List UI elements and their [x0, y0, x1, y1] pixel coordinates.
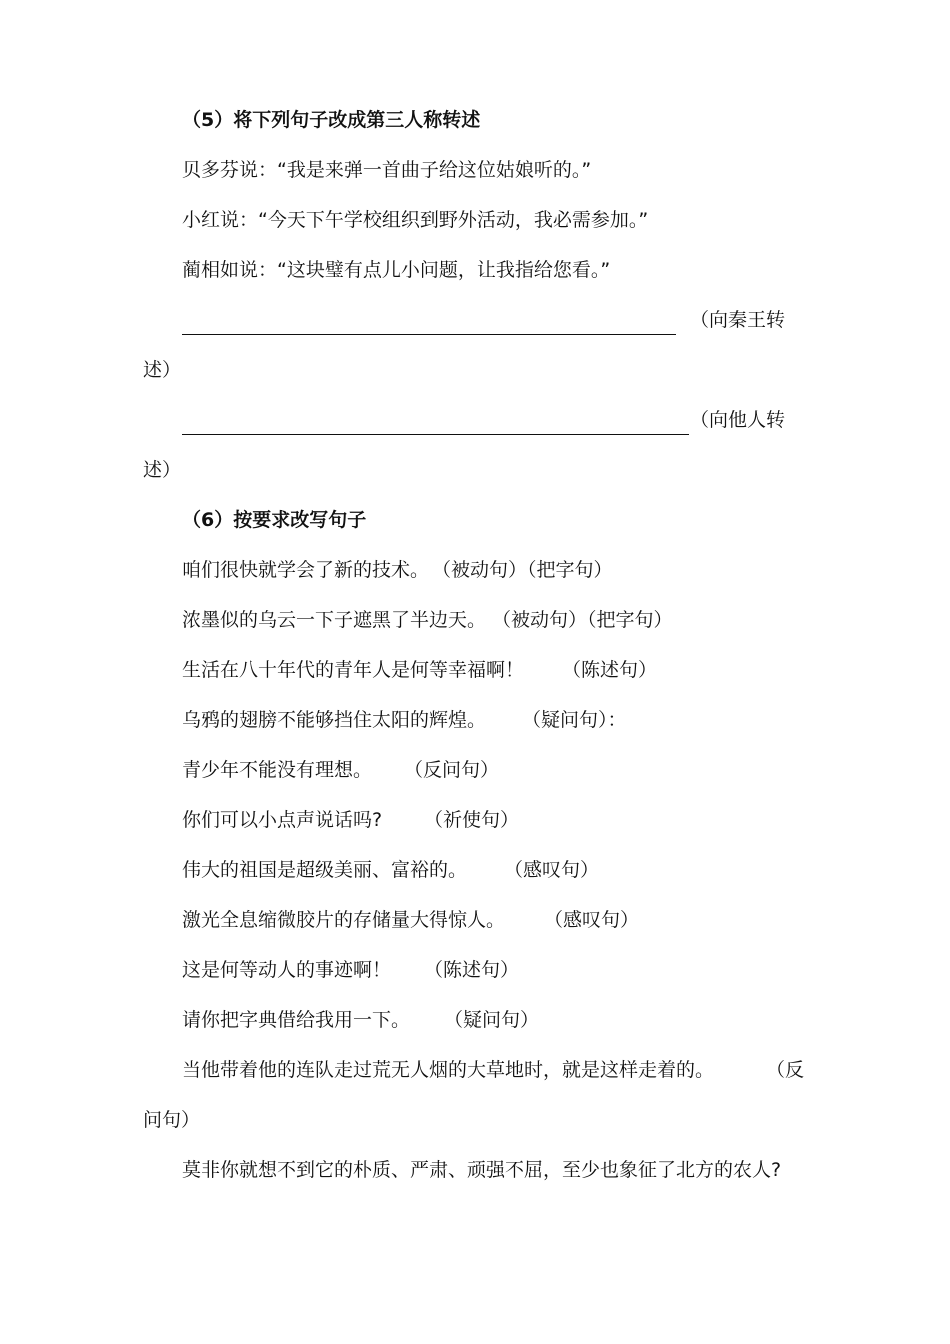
exercise-item	[0, 653, 950, 687]
sentence-text: 小红说：“今天下午学校组织到野外活动，我必需参加。”	[182, 209, 649, 231]
exercise-item	[0, 853, 950, 887]
answer-note-continued	[0, 453, 950, 487]
answer-note-continued	[0, 353, 950, 387]
exercise-text: 当他带着他的连队走过荒无人烟的大草地时，就是这样走着的。	[182, 1059, 715, 1081]
section-6-heading	[0, 503, 950, 537]
exercise-text: 浓墨似的乌云一下子遮黑了半边天。	[182, 609, 487, 631]
exercise-item	[0, 1003, 950, 1037]
sentence-item	[0, 153, 950, 187]
answer-note-text: （向他人转	[690, 409, 786, 431]
exercise-text: 生活在八十年代的青年人是何等幸福啊！	[182, 659, 525, 681]
exercise-item	[0, 553, 950, 587]
exercise-text: 莫非你就想不到它的朴质、严肃、顽强不屈，至少也象征了北方的农人?	[182, 1159, 782, 1181]
answer-note-text: （向秦王转	[690, 309, 786, 331]
exercise-requirement: （陈述句）	[562, 659, 658, 681]
exercise-text: 请你把字典借给我用一下。	[182, 1009, 411, 1031]
exercise-item	[0, 803, 950, 837]
exercise-item	[0, 753, 950, 787]
answer-note-text: 述）	[143, 359, 182, 381]
exercise-text: 伟大的祖国是超级美丽、富裕的。	[182, 859, 468, 881]
exercise-text: 你们可以小点声说话吗?	[182, 809, 383, 831]
exercise-requirement: （反	[766, 1059, 805, 1081]
answer-note	[0, 303, 950, 337]
exercise-requirement: （疑问句）：	[522, 709, 627, 731]
sentence-item	[0, 203, 950, 237]
exercise-requirement: （被动句）（把字句）	[492, 609, 673, 631]
exercise-text: 激光全息缩微胶片的存储量大得惊人。	[182, 909, 506, 931]
exercise-text: 这是何等动人的事迹啊！	[182, 959, 392, 981]
sentence-text: 蔺相如说：“这块璧有点儿小问题，让我指给您看。”	[182, 259, 611, 281]
answer-note-text: 述）	[143, 459, 182, 481]
exercise-text: 青少年不能没有理想。	[182, 759, 373, 781]
exercise-requirement: （反问句）	[404, 759, 500, 781]
section-6-heading-text: （6）按要求改写句子	[182, 509, 367, 531]
exercise-item	[0, 1153, 950, 1187]
exercise-requirement: （感叹句）	[504, 859, 600, 881]
exercise-item	[0, 703, 950, 737]
section-5-heading	[0, 103, 950, 137]
exercise-requirement: （疑问句）	[444, 1009, 540, 1031]
exercise-requirement: （祈使句）	[424, 809, 520, 831]
exercise-requirement: 问句）	[143, 1109, 201, 1131]
exercise-requirement: （感叹句）	[544, 909, 640, 931]
exercise-text: 乌鸦的翅膀不能够挡住太阳的辉煌。	[182, 709, 487, 731]
sentence-item	[0, 253, 950, 287]
exercise-item	[0, 1053, 950, 1087]
exercise-requirement: （被动句）（把字句）	[432, 559, 613, 581]
exercise-item	[0, 903, 950, 937]
section-5-heading-text: （5）将下列句子改成第三人称转述	[182, 109, 481, 131]
exercise-text: 咱们很快就学会了新的技术。	[182, 559, 430, 581]
exercise-item-continued	[0, 1103, 950, 1137]
exercise-item	[0, 603, 950, 637]
sentence-text: 贝多芬说：“我是来弹一首曲子给这位姑娘听的。”	[182, 159, 592, 181]
answer-note	[0, 403, 950, 437]
exercise-item	[0, 953, 950, 987]
exercise-requirement: （陈述句）	[424, 959, 520, 981]
